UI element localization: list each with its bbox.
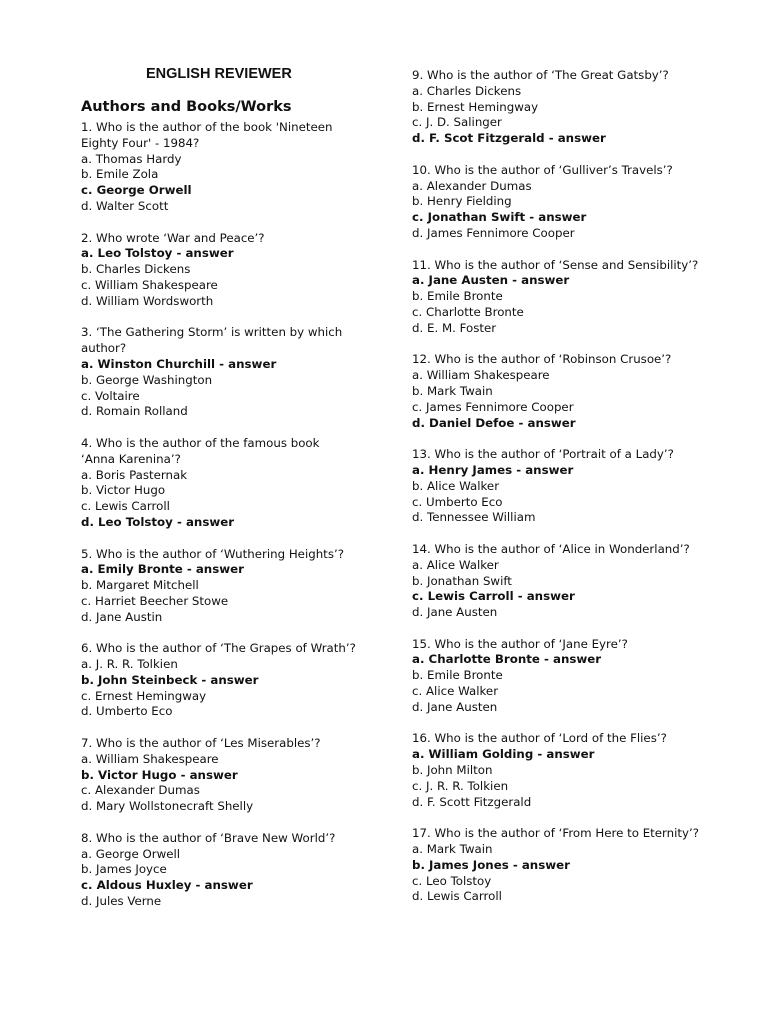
answer-option-correct: b. James Jones - answer [412,857,570,872]
question-text: 6. Who is the author of ‘The Grapes of Wrath’? [81,641,356,656]
answer-option: b. Mark Twain [412,383,493,398]
question-text: 1. Who is the author of the book 'Nineteen Eighty Four' - 1984? [81,120,333,150]
answer-option-correct: a. Jane Austen - answer [412,273,570,288]
left-column [81,120,356,926]
question-text: 13. Who is the author of ‘Portrait of a Lady’? [412,447,674,462]
question-block [412,447,712,526]
answer-option-correct: b. Victor Hugo - answer [81,767,238,782]
question-text: 4. Who is the author of the famous book ‘Anna Karenina’? [81,435,320,466]
answer-option: d. Walter Scott [81,198,169,213]
section-heading: Authors and Books/Works [81,99,292,115]
question-text: 12. Who is the author of ‘Robinson Crusoe’? [412,352,672,367]
answer-option-correct: a. William Golding - answer [412,747,595,762]
question-text: 10. Who is the author of ‘Gulliver’s Travels’? [412,162,673,177]
answer-option: a. Mark Twain [412,842,493,857]
answer-option: d. Umberto Eco [81,704,173,719]
answer-option-correct: c. George Orwell [81,183,192,198]
answer-option-correct: a. Emily Bronte - answer [81,562,244,577]
answer-option-correct: a. Henry James - answer [412,462,574,477]
answer-option-correct: c. Aldous Huxley - answer [81,878,253,893]
question-text: 17. Who is the author of ‘From Here to Eternity’? [412,826,700,841]
answer-option: c. James Fennimore Cooper [412,399,574,414]
answer-option: d. Jules Verne [81,894,162,909]
answer-option: c. Ernest Hemingway [81,688,207,703]
answer-option-correct: b. John Steinbeck - answer [81,672,259,687]
answer-option: c. Leo Tolstoy [412,873,492,888]
answer-option: c. William Shakespeare [81,277,218,292]
question-block [81,436,356,531]
answer-option: a. Alice Walker [412,557,499,572]
question-block [412,731,712,810]
answer-option: a. George Orwell [81,846,181,861]
question-block [81,736,356,815]
question-block [81,120,356,215]
question-block [412,163,712,242]
answer-option: d. James Fennimore Cooper [412,225,575,240]
answer-option: c. Harriet Beecher Stowe [81,593,229,608]
answer-option: c. Alice Walker [412,684,499,699]
answer-option: c. Charlotte Bronte [412,304,524,319]
right-column [412,68,712,921]
answer-option: c. Alexander Dumas [81,783,200,798]
answer-option: b. Jonathan Swift [412,573,512,588]
question-text: 11. Who is the author of ‘Sense and Sensibility’? [412,257,699,272]
answer-option: d. Romain Rolland [81,404,188,419]
answer-option: a. William Shakespeare [81,751,219,766]
answer-option: a. William Shakespeare [412,368,550,383]
answer-option: b. Emile Bronte [412,289,503,304]
question-text: 9. Who is the author of ‘The Great Gatsby’? [412,68,669,82]
question-block [81,325,356,420]
answer-option: d. Lewis Carroll [412,889,502,904]
answer-option: b. Emile Bronte [412,668,503,683]
answer-option: d. E. M. Foster [412,320,497,335]
answer-option: d. Jane Austen [412,699,498,714]
answer-option: d. Jane Austen [412,605,498,620]
question-text: 7. Who is the author of ‘Les Miserables’? [81,736,321,751]
question-text: 14. Who is the author of ‘Alice in Wonderland’? [412,541,690,556]
answer-option: b. Alice Walker [412,478,500,493]
answer-option: a. Boris Pasternak [81,467,188,482]
answer-option: c. Voltaire [81,388,140,403]
answer-option: d. Tennessee William [412,510,536,525]
answer-option: a. Charles Dickens [412,83,522,98]
answer-option: d. F. Scott Fitzgerald [412,794,532,809]
answer-option: d. Jane Austin [81,609,163,624]
answer-option: c. J. R. R. Tolkien [412,778,509,793]
answer-option-correct: a. Winston Churchill - answer [81,356,277,371]
question-block [412,826,712,905]
answer-option: b. George Washington [81,372,213,387]
answer-option: a. Thomas Hardy [81,151,182,166]
answer-option: b. Victor Hugo [81,483,166,498]
answer-option: b. Emile Zola [81,167,159,182]
question-block [412,258,712,337]
answer-option: a. Alexander Dumas [412,178,532,193]
answer-option: b. Margaret Mitchell [81,578,199,593]
question-block [412,68,712,147]
question-text: 15. Who is the author of ‘Jane Eyre’? [412,636,628,651]
question-text: 3. ‘The Gathering Storm’ is written by which author? [81,325,343,356]
question-block [412,542,712,621]
answer-option: c. J. D. Salinger [412,115,502,130]
answer-option: a. J. R. R. Tolkien [81,657,178,672]
question-block [412,352,712,431]
answer-option: c. Umberto Eco [412,494,503,509]
question-block [412,637,712,716]
answer-option-correct: a. Charlotte Bronte - answer [412,652,602,667]
question-text: 16. Who is the author of ‘Lord of the Flies’? [412,731,667,746]
answer-option-correct: c. Jonathan Swift - answer [412,210,587,225]
answer-option-correct: d. Daniel Defoe - answer [412,415,576,430]
answer-option: d. William Wordsworth [81,293,214,308]
answer-option: b. John Milton [412,763,493,778]
answer-option-correct: c. Lewis Carroll - answer [412,589,575,604]
answer-option: c. Lewis Carroll [81,499,170,514]
question-text: 5. Who is the author of ‘Wuthering Heights’? [81,546,344,561]
answer-option-correct: d. F. Scot Fitzgerald - answer [412,131,606,146]
answer-option-correct: d. Leo Tolstoy - answer [81,514,235,529]
answer-option: b. Henry Fielding [412,194,512,209]
answer-option-correct: a. Leo Tolstoy - answer [81,246,234,261]
question-block [81,831,356,910]
answer-option: d. Mary Wollstonecraft Shelly [81,799,254,814]
question-block [81,547,356,626]
answer-option: b. James Joyce [81,862,167,877]
answer-option: b. Charles Dickens [81,262,191,277]
question-text: 2. Who wrote ‘War and Peace’? [81,230,265,245]
answer-option: b. Ernest Hemingway [412,99,539,114]
question-block [81,231,356,310]
question-block [81,641,356,720]
question-text: 8. Who is the author of ‘Brave New World’? [81,830,336,845]
page-title: ENGLISH REVIEWER [146,66,292,82]
